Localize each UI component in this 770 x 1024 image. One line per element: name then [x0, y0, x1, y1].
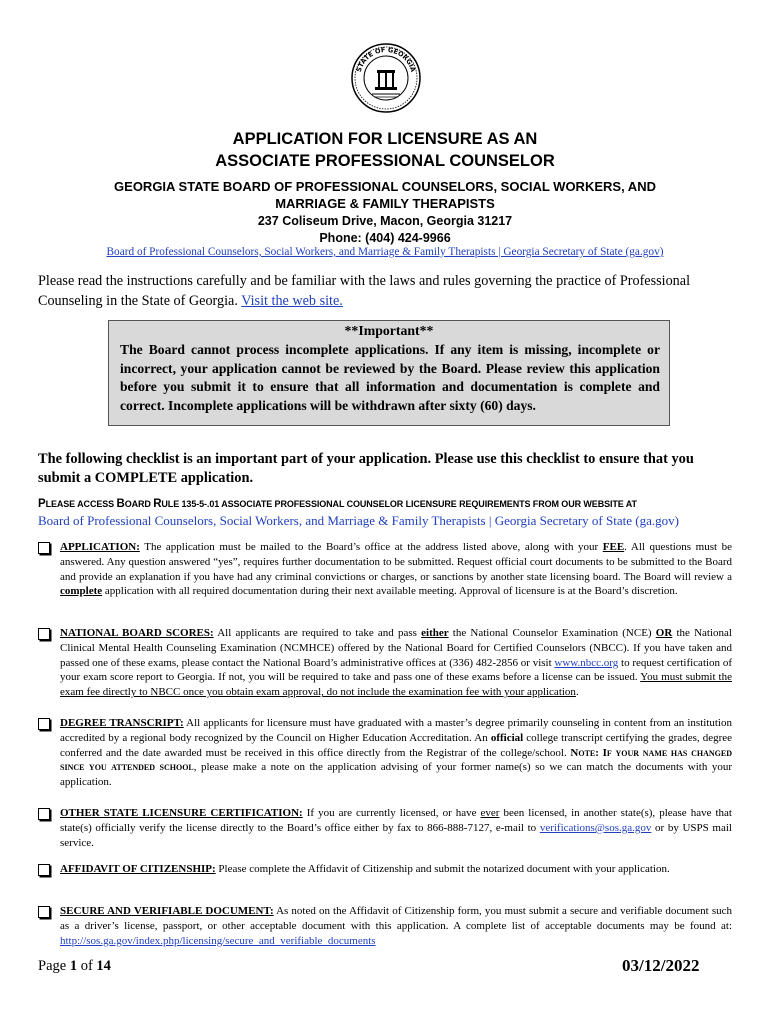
- other-state-label: OTHER STATE LICENSURE CERTIFICATION:: [60, 807, 303, 819]
- affidavit-label: AFFIDAVIT OF CITIZENSHIP:: [60, 863, 216, 875]
- georgia-state-seal: [350, 42, 422, 114]
- title-line-1: APPLICATION FOR LICENSURE AS AN: [232, 130, 538, 148]
- rule-rest: ULE 135-5-.01 ASSOCIATE PROFESSIONAL COUNSELOR LICENSURE REQUIREMENTS FROM OUR WEBSITE AT: [161, 499, 637, 509]
- application-text-1: The application must be mailed to the Board’s office at the address listed above, along with your: [139, 541, 603, 553]
- application-text: [60, 540, 732, 599]
- board-website-link[interactable]: Board of Professional Counselors, Social Workers, and Marriage & Family Therapists | Georgia Secretary of State (ga.gov): [106, 246, 664, 258]
- important-title: **Important**: [344, 323, 434, 338]
- secure-text-1: As noted on the Affidavit of Citizenship form, you must submit a secure and verifiable document such as a driver’s license, passport, or other acceptable document with this application. A complete list of acceptable documents may be found at:: [60, 905, 732, 932]
- important-body: The Board cannot process incomplete applications. If any item is missing, incomplete or incorrect, your application cannot be reviewed by the Board. Please review this application before you submit it to ensure that all information and documentation is complete and correct. Incomplete applications will be withdrawn after sixty (60) days.: [120, 342, 660, 413]
- note-word: Note:: [570, 746, 599, 759]
- title-line-2: ASSOCIATE PROFESSIONAL COUNSELOR: [215, 152, 555, 170]
- application-label: APPLICATION:: [60, 541, 140, 553]
- rule-r: R: [153, 498, 162, 510]
- complete-word: complete: [60, 585, 103, 598]
- checkbox-icon[interactable]: [38, 718, 50, 730]
- either-word: either: [421, 627, 449, 639]
- secure-documents-link[interactable]: http://sos.ga.gov/index.php/licensing/secure_and_verifiable_documents: [60, 934, 376, 947]
- affidavit-text: [60, 862, 732, 877]
- official-word: official: [490, 731, 524, 744]
- degree-text-1: All applicants for licensure must have graduated with a master’s degree primarily counseling in content from an institution accredited by a regional body recognized by the Council on Higher Education Accreditation. An: [60, 717, 732, 744]
- name-change-caps: If your name has changed since you attended school: [60, 746, 732, 774]
- secure-text: [60, 904, 732, 948]
- application-text-2: . All questions must be answered. Any question answered “yes”, requires further documentation to be submitted. Request official court documents to be submitted to the Board and provide an explanation if you have had any criminal convictions or charges, or sanctions by another state licensing board. The Board will review a: [60, 541, 733, 583]
- degree-text-2: college transcript certifying the grades, degree conferred and the date awarded must be received in this office directly from the Registrar of the college/school.: [60, 731, 732, 759]
- ever-word: ever: [480, 807, 500, 819]
- affidavit-text-1: Please complete the Affidavit of Citizenship and submit the notarized document with your application.: [215, 863, 670, 875]
- national-text-3: the National Clinical Mental Health Counseling Examination (NCMHCE) offered by the National Board for Certified Counselors (NBCC). If you have taken and passed one of these exams, please contact the National Board’s administrative offices at (336) 482-2856 or visit: [60, 627, 732, 669]
- intro-text: Please read the instructions carefully and be familiar with the laws and rules governing the practice of Professional Counseling in the State of Georgia.: [38, 273, 691, 309]
- rule-b: B: [116, 498, 125, 510]
- degree-label: DEGREE TRANSCRIPT:: [60, 717, 184, 729]
- board-rule-line: [38, 498, 758, 510]
- svg-text:STATE OF GEORGIA: STATE OF GEORGIA: [354, 45, 418, 73]
- important-notice-box: [108, 320, 670, 426]
- rule-p: P: [38, 498, 46, 510]
- revision-date: 03/12/2022: [622, 956, 700, 975]
- checklist-intro: The following checklist is an important part of your application. Please use this checklist to ensure that you submit a COMPLETE application.: [38, 451, 694, 486]
- page-total: 14: [96, 958, 111, 974]
- national-text-4: to request certification of your exam score report to Georgia. If not, you will be required to take and pass one of these exams before a license can be issued.: [60, 656, 732, 684]
- page-current: 1: [69, 958, 78, 974]
- checkbox-icon[interactable]: [38, 628, 50, 640]
- other-state-text: [60, 806, 732, 850]
- application-text-3: application with all required documentation during their next available meeting. Approval of licensure is at the Board’s discretion.: [102, 585, 678, 598]
- contact-block: [0, 213, 770, 247]
- national-label: NATIONAL BOARD SCORES:: [60, 627, 214, 639]
- degree-text: [60, 716, 732, 790]
- page-word: Page: [38, 958, 70, 974]
- national-text: [60, 626, 732, 700]
- board-address: 237 Coliseum Drive, Macon, Georgia 31217: [257, 214, 513, 228]
- board-rule-link[interactable]: Board of Professional Counselors, Social Workers, and Marriage & Family Therapists | Georgia Secretary of State (ga.gov): [38, 513, 679, 528]
- page-number: [38, 958, 111, 975]
- fee-word: FEE: [602, 541, 625, 553]
- or-word: OR: [655, 627, 673, 639]
- secure-label: SECURE AND VERIFIABLE DOCUMENT:: [60, 905, 274, 917]
- national-text-2: the National Counselor Examination (NCE): [448, 627, 656, 639]
- checkbox-icon[interactable]: [38, 808, 50, 820]
- verifications-email-link[interactable]: verifications@sos.ga.gov: [539, 821, 652, 834]
- visit-website-link[interactable]: Visit the web site.: [241, 293, 343, 309]
- checkbox-icon[interactable]: [38, 864, 50, 876]
- document-title: [0, 128, 770, 172]
- board-line-1: GEORGIA STATE BOARD OF PROFESSIONAL COUNSELORS, SOCIAL WORKERS, AND: [114, 179, 656, 194]
- intro-paragraph: [38, 271, 738, 311]
- other-state-text-1: If you are currently licensed, or have: [302, 807, 481, 819]
- board-name: [0, 178, 770, 212]
- rule-lease: LEASE ACCESS: [45, 499, 117, 509]
- other-state-text-3: or by USPS mail service.: [60, 821, 732, 849]
- board-line-2: MARRIAGE & FAMILY THERAPISTS: [275, 196, 495, 211]
- nbcc-link[interactable]: www.nbcc.org: [554, 656, 619, 669]
- degree-text-3: , please make a note on the application advising of your former name(s) so we can match the documents with your application.: [60, 761, 732, 789]
- checkbox-icon[interactable]: [38, 906, 50, 918]
- national-text-1: All applicants are required to take and pass: [213, 627, 422, 639]
- board-phone: Phone: (404) 424-9966: [319, 231, 451, 245]
- of-word: of: [77, 958, 97, 974]
- national-text-5: .: [575, 686, 579, 699]
- checkbox-icon[interactable]: [38, 542, 50, 554]
- exam-fee-note: You must submit the exam fee directly to NBCC once you obtain exam approval, do not include the examination fee with your application: [60, 671, 732, 699]
- rule-oard: OARD: [124, 499, 154, 509]
- other-state-text-2: been licensed, in another state(s), please have that state(s) officially verify the license directly to the Board’s office either by fax to 866-888-7127, e-mail to: [60, 807, 732, 834]
